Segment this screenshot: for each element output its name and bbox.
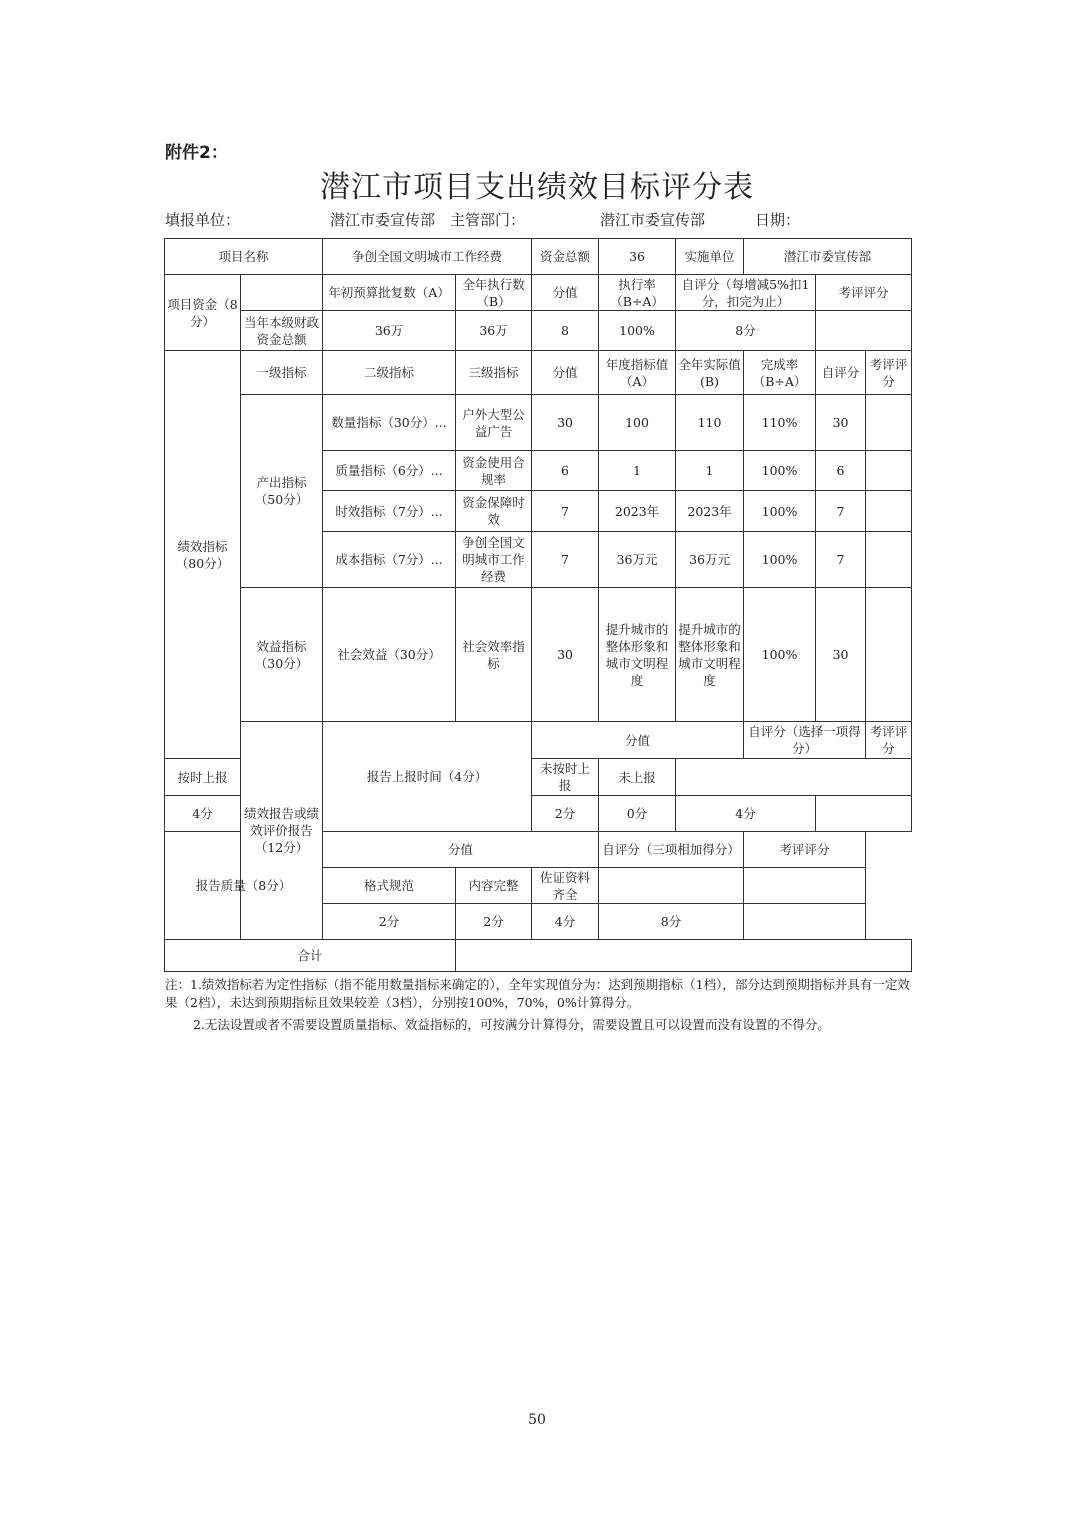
row-l2: 时效指标（7分）... — [323, 491, 456, 532]
row-rate: 100% — [744, 451, 816, 491]
report-time-option: 按时上报 — [165, 759, 241, 796]
row-actual: 1 — [676, 451, 744, 491]
report-time-score-header: 分值 — [532, 722, 744, 759]
project-name-label: 项目名称 — [165, 239, 323, 275]
fill-in-row — [165, 209, 911, 233]
perf-header-row — [165, 351, 912, 395]
report-quality-option: 格式规范 — [323, 868, 456, 904]
perf-h-l1: 一级指标 — [241, 351, 323, 395]
funds-header-row — [165, 275, 912, 311]
output-indicator-label: 产出指标（50分） — [241, 395, 323, 588]
row-self: 30 — [816, 588, 866, 722]
report-quality-score-header: 分值 — [323, 832, 599, 868]
row-self: 6 — [816, 451, 866, 491]
funds-col-score: 分值 — [532, 275, 599, 311]
total-funds-value: 36 — [599, 239, 676, 275]
table-row — [165, 588, 912, 722]
report-quality-label: 报告质量（8分） — [165, 832, 323, 940]
report-quality-self: 8分 — [599, 904, 744, 940]
funds-a: 36万 — [323, 311, 456, 351]
row-target: 1 — [599, 451, 676, 491]
project-header-row — [165, 239, 912, 275]
unit-value: 潜江市委宣传部 — [330, 211, 436, 229]
report-quality-eval-header: 考评评分 — [744, 832, 866, 868]
report-time-option: 未上报 — [599, 759, 676, 796]
row-target: 提升城市的整体形象和城市文明程度 — [599, 588, 676, 722]
attachment-label: 附件2： — [165, 143, 228, 163]
row-score: 7 — [532, 491, 599, 532]
perf-h-score: 分值 — [532, 351, 599, 395]
row-self: 7 — [816, 532, 866, 588]
report-time-eval-header: 考评评分 — [866, 722, 912, 759]
perf-h-eval: 考评评分 — [866, 351, 912, 395]
perf-h-target: 年度指标值（A） — [599, 351, 676, 395]
funds-col-rate: 执行率（B÷A） — [599, 275, 676, 311]
report-time-value: 4分 — [165, 796, 241, 832]
notes — [165, 976, 911, 1038]
funds-score: 8 — [532, 311, 599, 351]
report-time-value: 0分 — [599, 796, 676, 832]
row-actual: 2023年 — [676, 491, 744, 532]
note-2: 2.无法设置或者不需要设置质量指标、效益指标的，可按满分计算得分，需要设置且可以设置而没有设置的不得分。 — [193, 1017, 830, 1032]
report-time-self-header: 自评分（选择一项得分） — [744, 722, 866, 759]
total-row — [165, 940, 912, 972]
row-l3: 资金使用合规率 — [456, 451, 532, 491]
row-self: 7 — [816, 491, 866, 532]
perf-h-self: 自评分 — [816, 351, 866, 395]
score-table — [164, 238, 912, 972]
row-target: 2023年 — [599, 491, 676, 532]
row-l2: 质量指标（6分）... — [323, 451, 456, 491]
funds-col-self: 自评分（每增减5%扣1分，扣完为止） — [676, 275, 816, 311]
row-rate: 100% — [744, 491, 816, 532]
impl-unit-value: 潜江市委宣传部 — [744, 239, 912, 275]
perf-h-l2: 二级指标 — [323, 351, 456, 395]
row-actual: 36万元 — [676, 532, 744, 588]
total-funds-label: 资金总额 — [532, 239, 599, 275]
note-1: 注：1.绩效指标若为定性指标（指不能用数量指标来确定的），全年实现值分为：达到预期指标（1档），部分达到预期指标并具有一定效果（2档），未达到预期指标且效果较差（3档），分别按100%，70%，0%计算得分。 — [165, 977, 910, 1010]
report-time-header-row — [165, 722, 912, 759]
row-target: 36万元 — [599, 532, 676, 588]
dept-label: 主管部门： — [450, 211, 526, 229]
row-score: 30 — [532, 395, 599, 451]
benefit-indicator-label: 效益指标（30分） — [241, 588, 323, 722]
report-section-label: 绩效报告或绩效评价报告（12分） — [241, 722, 323, 940]
perf-h-l3: 三级指标 — [456, 351, 532, 395]
funds-b: 36万 — [456, 311, 532, 351]
report-quality-option: 内容完整 — [456, 868, 532, 904]
report-time-option: 未按时上报 — [532, 759, 599, 796]
report-quality-value: 2分 — [323, 904, 456, 940]
row-actual: 提升城市的整体形象和城市文明程度 — [676, 588, 744, 722]
funds-col-b: 全年执行数（B） — [456, 275, 532, 311]
funds-self: 8分 — [676, 311, 816, 351]
page-title: 潜江市项目支出绩效目标评分表 — [320, 170, 754, 205]
report-quality-value: 4分 — [532, 904, 599, 940]
row-score: 6 — [532, 451, 599, 491]
report-time-self: 4分 — [676, 796, 816, 832]
report-quality-value: 2分 — [456, 904, 532, 940]
report-quality-self-header: 自评分（三项相加得分） — [599, 832, 744, 868]
funds-col-eval: 考评评分 — [816, 275, 912, 311]
date-label: 日期： — [755, 211, 801, 229]
funds-col-a: 年初预算批复数（A） — [323, 275, 456, 311]
perf-h-rate: 完成率（B÷A） — [744, 351, 816, 395]
row-rate: 100% — [744, 532, 816, 588]
report-quality-option: 佐证资料齐全 — [532, 868, 599, 904]
project-name-value: 争创全国文明城市工作经费 — [323, 239, 532, 275]
row-l3: 争创全国文明城市工作经费 — [456, 532, 532, 588]
row-self: 30 — [816, 395, 866, 451]
row-target: 100 — [599, 395, 676, 451]
perf-h-actual: 全年实际值(B) — [676, 351, 744, 395]
table-row — [165, 395, 912, 451]
row-rate: 100% — [744, 588, 816, 722]
perf-section-label: 绩效指标（80分） — [165, 351, 241, 759]
funds-section-label: 项目资金（8分） — [165, 275, 241, 351]
funds-rate: 100% — [599, 311, 676, 351]
unit-label: 填报单位： — [165, 211, 241, 229]
row-score: 30 — [532, 588, 599, 722]
row-l2: 社会效益（30分） — [323, 588, 456, 722]
page-number: 50 — [528, 1412, 546, 1428]
row-l3: 资金保障时效 — [456, 491, 532, 532]
row-l2: 成本指标（7分）... — [323, 532, 456, 588]
row-l3: 户外大型公益广告 — [456, 395, 532, 451]
row-actual: 110 — [676, 395, 744, 451]
report-time-label: 报告上报时间（4分） — [323, 722, 532, 832]
row-score: 7 — [532, 532, 599, 588]
row-rate: 110% — [744, 395, 816, 451]
report-time-value: 2分 — [532, 796, 599, 832]
row-l2: 数量指标（30分）... — [323, 395, 456, 451]
funds-row-label: 当年本级财政资金总额 — [241, 311, 323, 351]
impl-unit-label: 实施单位 — [676, 239, 744, 275]
total-label: 合计 — [165, 940, 456, 972]
dept-value: 潜江市委宣传部 — [600, 211, 706, 229]
row-l3: 社会效率指标 — [456, 588, 532, 722]
funds-value-row — [165, 311, 912, 351]
